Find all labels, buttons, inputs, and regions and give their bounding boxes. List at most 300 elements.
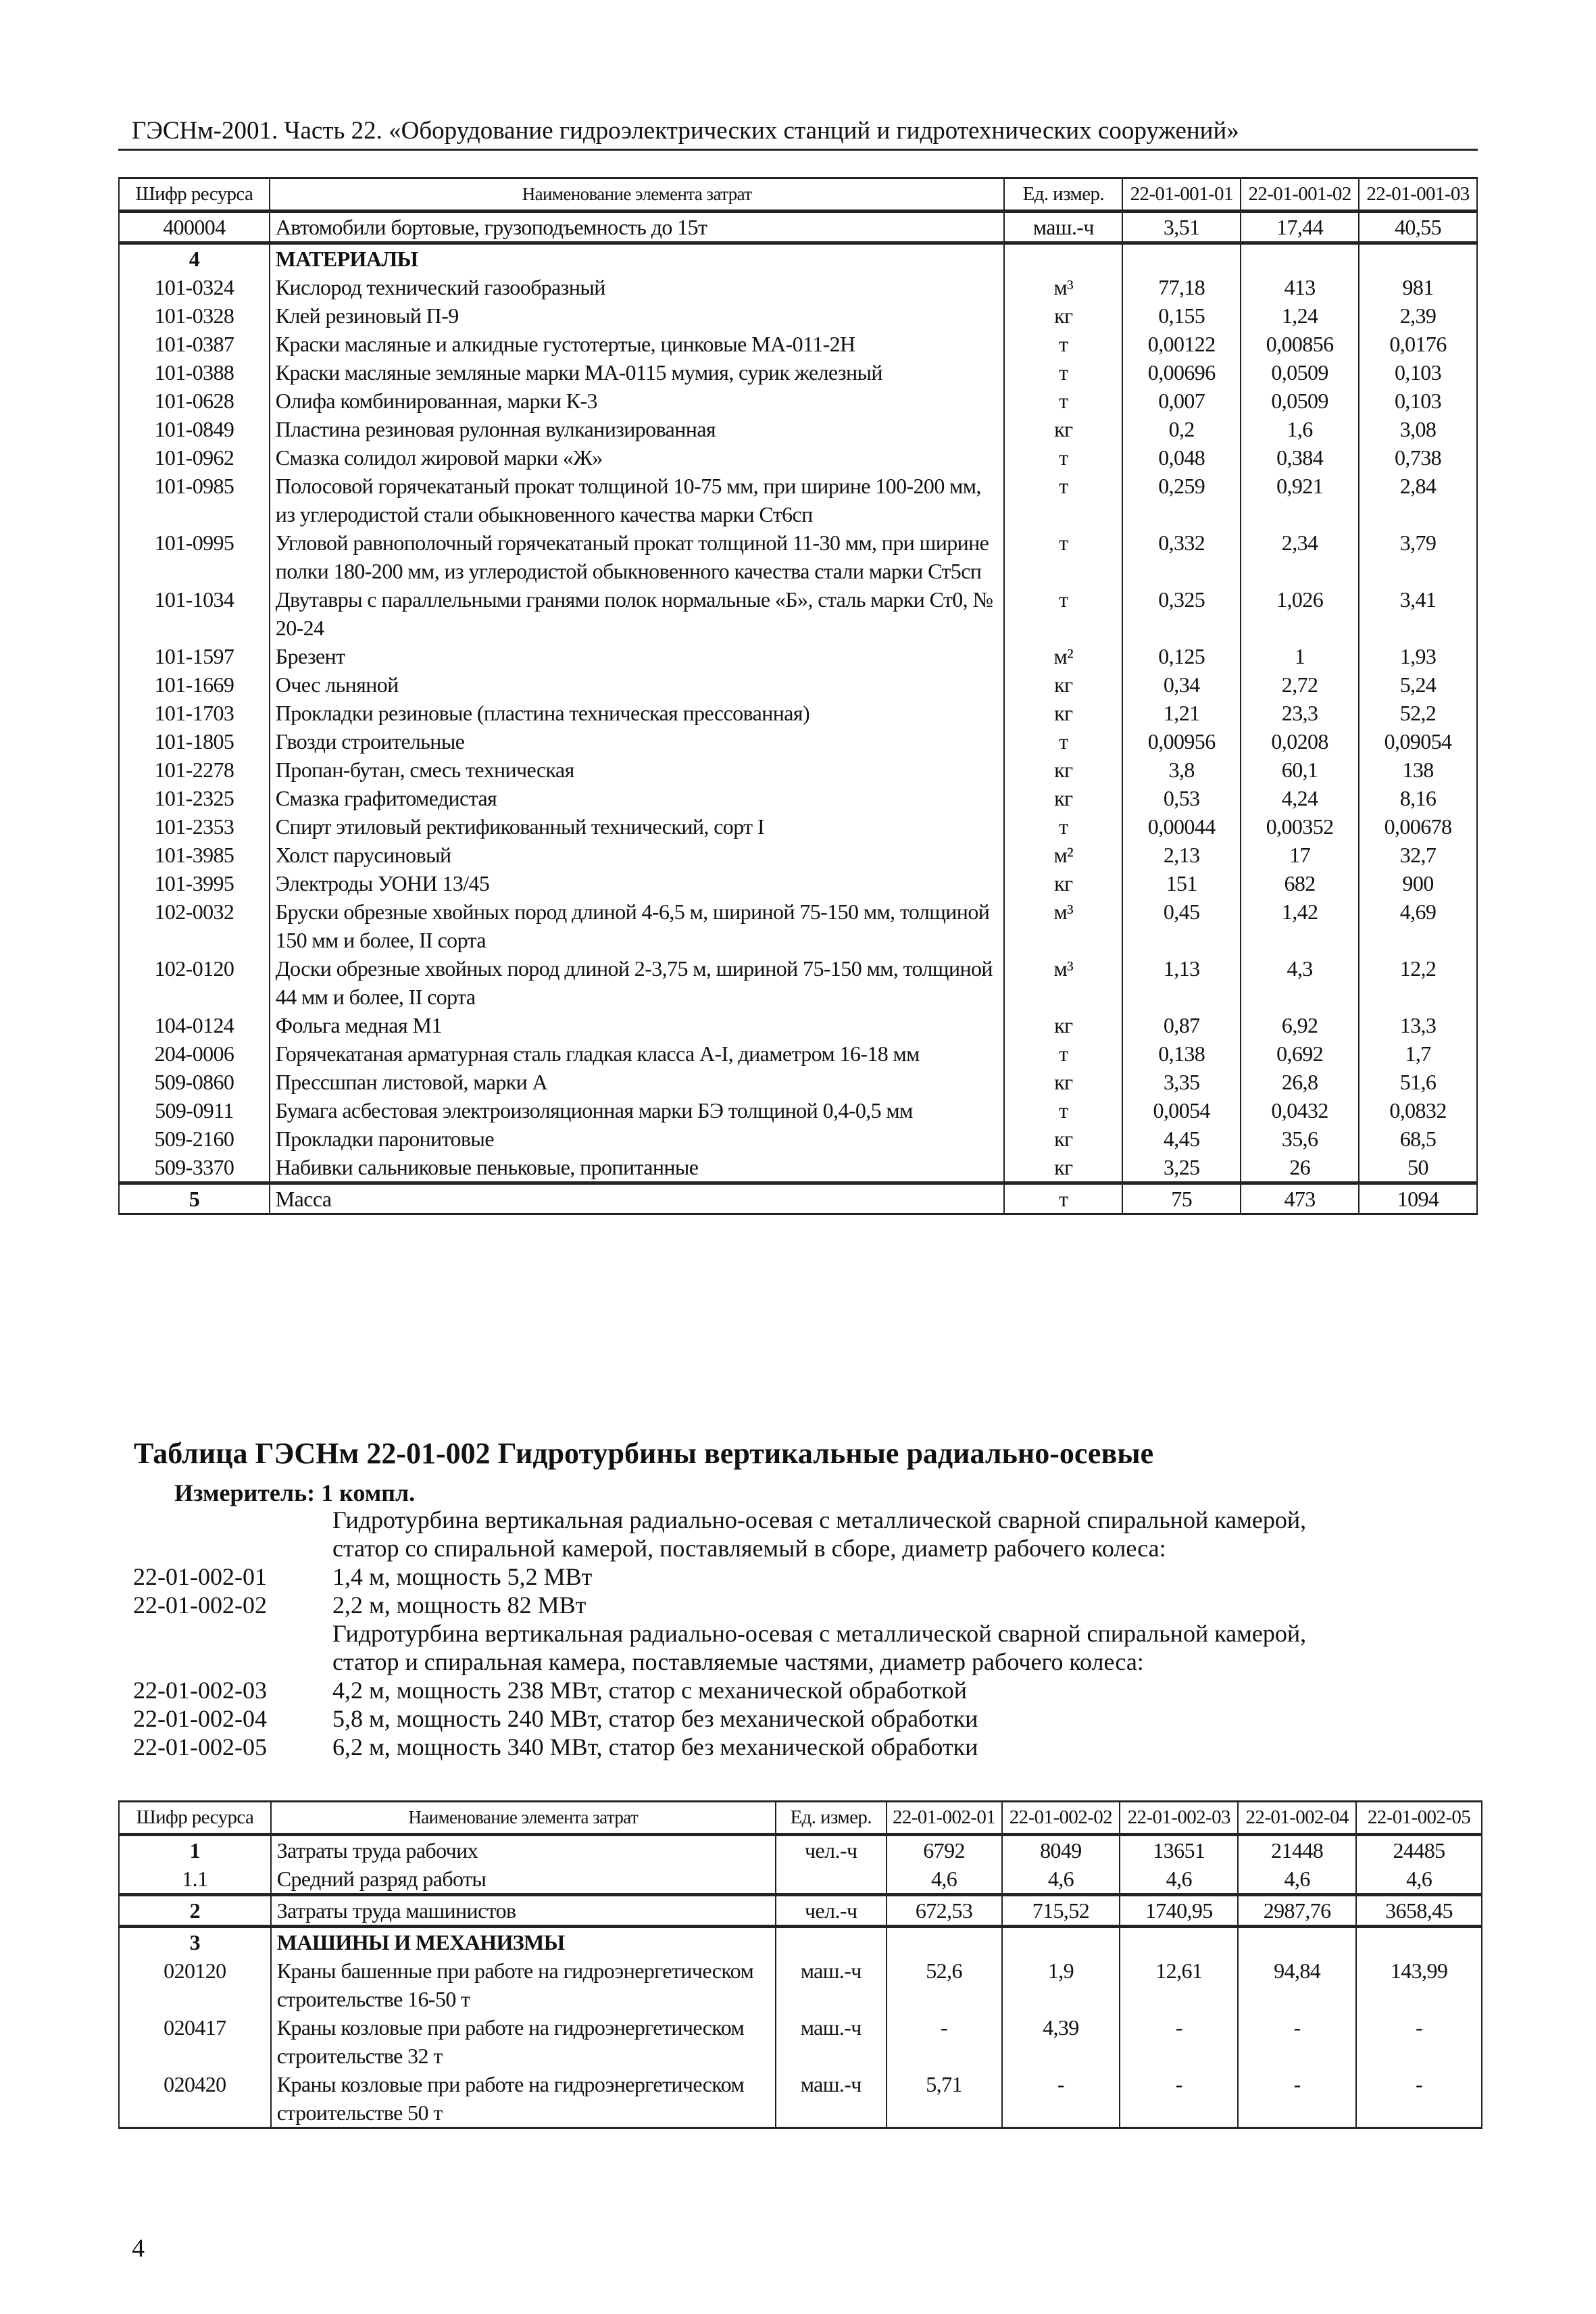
norm-value: 52,6: [887, 1956, 1002, 2013]
table-row: [119, 330, 1477, 358]
norm-value: 0,00696: [1122, 358, 1241, 387]
norm-value: 1,21: [1122, 699, 1241, 727]
table-row: [119, 841, 1477, 869]
unit: кг: [1004, 415, 1122, 443]
table-row: [119, 756, 1477, 784]
norm-text: статор и спиральная камера, поставляемые частями, диаметр рабочего колеса:: [332, 1648, 1144, 1675]
unit: [776, 1865, 887, 1895]
resource-code: 101-1669: [119, 670, 270, 699]
norm-value: 3,25: [1122, 1153, 1241, 1183]
norm-value: -: [1002, 2070, 1120, 2128]
description-line: [133, 1562, 1306, 1591]
norm-value: 4,39: [1002, 2013, 1120, 2070]
cost-element-name: Бруски обрезные хвойных пород длиной 4-6,5 м, шириной 75-150 мм, толщиной 150 мм и более, II сорта: [270, 897, 1005, 954]
norm-value: 3,08: [1359, 415, 1477, 443]
cost-element-name: МАШИНЫ И МЕХАНИЗМЫ: [271, 1927, 776, 1957]
norm-value: [1356, 1927, 1482, 1957]
resource-code: 101-0995: [119, 528, 270, 585]
norm-code: 22-01-002-01: [133, 1563, 267, 1590]
norm-value: 0,0509: [1241, 387, 1359, 415]
resource-code: 101-2325: [119, 784, 270, 812]
norm-value: 6792: [887, 1835, 1002, 1865]
cost-element-name: Краны козловые при работе на гидроэнергетическом строительстве 50 т: [271, 2070, 776, 2128]
table-row: [119, 670, 1477, 699]
norm-value: [887, 1927, 1002, 1957]
resource-code: 102-0032: [119, 897, 270, 954]
cost-element-name: Пропан-бутан, смесь техническая: [270, 756, 1005, 784]
norm-value: 35,6: [1241, 1125, 1359, 1153]
norm-value: 1,7: [1359, 1039, 1477, 1068]
norm-value: 0,692: [1241, 1039, 1359, 1068]
table-row: [119, 1835, 1482, 1865]
table-row: [119, 2070, 1482, 2128]
table-row: [119, 301, 1477, 330]
unit: т: [1004, 812, 1122, 841]
norm-text: 5,8 м, мощность 240 МВт, статор без механической обработки: [332, 1705, 978, 1732]
norm-value: 40,55: [1359, 212, 1477, 243]
cost-element-name: Доски обрезные хвойных пород длиной 2-3,75 м, шириной 75-150 мм, толщиной 44 мм и более, II сорта: [270, 954, 1005, 1011]
norm-value: 2,39: [1359, 301, 1477, 330]
norm-value: 3,41: [1359, 585, 1477, 642]
table-row: [119, 1956, 1482, 2013]
norm-text: статор со спиральной камерой, поставляемый в сборе, диаметр рабочего колеса:: [332, 1535, 1166, 1562]
norm-value: 50: [1359, 1153, 1477, 1183]
norm-value: 4,6: [1238, 1865, 1356, 1895]
norm-value: 682: [1241, 869, 1359, 897]
norm-value: [1359, 243, 1477, 274]
norm-value: 0,2: [1122, 415, 1241, 443]
norm-value: 13,3: [1359, 1011, 1477, 1039]
cost-element-name: Затраты труда машинистов: [271, 1895, 776, 1927]
cost-element-name: Прокладки паронитовые: [270, 1125, 1005, 1153]
column-header: Ед. измер.: [776, 1802, 887, 1835]
table-row: [119, 1183, 1477, 1214]
resource-code: 101-0387: [119, 330, 270, 358]
cost-element-name: Полосовой горячекатаный прокат толщиной 10-75 мм, при ширине 100-200 мм, из углеродистой стали обыкновенного качества марки Ст6сп: [270, 472, 1005, 528]
norm-value: -: [1356, 2013, 1482, 2070]
norm-value: -: [1238, 2070, 1356, 2128]
resource-code: 400004: [119, 212, 270, 243]
norm-value: 0,45: [1122, 897, 1241, 954]
column-header: 22-01-002-01: [887, 1802, 1002, 1835]
table-row: [119, 784, 1477, 812]
resource-code: 020417: [119, 2013, 271, 2070]
resource-code: 509-3370: [119, 1153, 270, 1183]
description-line: [133, 1619, 1306, 1648]
resource-code: 101-2278: [119, 756, 270, 784]
norm-value: 3,51: [1122, 212, 1241, 243]
resource-code: 101-2353: [119, 812, 270, 841]
column-header: Наименование элемента затрат: [270, 178, 1005, 212]
column-header: 22-01-002-02: [1002, 1802, 1120, 1835]
norm-value: 32,7: [1359, 841, 1477, 869]
unit: м²: [1004, 841, 1122, 869]
norm-text: Гидротурбина вертикальная радиально-осевая с металлической сварной спиральной камерой,: [332, 1620, 1307, 1647]
norm-value: 26: [1241, 1153, 1359, 1183]
cost-element-name: Холст парусиновый: [270, 841, 1005, 869]
measure-unit: Измеритель: 1 компл.: [174, 1479, 416, 1506]
resource-code: 3: [119, 1927, 271, 1957]
unit: т: [1004, 727, 1122, 756]
description-line: [133, 1704, 1306, 1733]
norm-value: 0,138: [1122, 1039, 1241, 1068]
table-row: [119, 212, 1477, 243]
page-number: 4: [132, 2234, 145, 2263]
norm-code: [133, 1506, 332, 1534]
resource-code: 509-0860: [119, 1068, 270, 1096]
cost-element-name: Электроды УОНИ 13/45: [270, 869, 1005, 897]
cost-element-name: Набивки сальниковые пеньковые, пропитанные: [270, 1153, 1005, 1183]
table-description: [133, 1506, 1306, 1761]
unit: чел.-ч: [776, 1835, 887, 1865]
norm-value: 138: [1359, 756, 1477, 784]
norm-value: -: [1238, 2013, 1356, 2070]
table-row: [119, 358, 1477, 387]
norm-value: -: [1356, 2070, 1482, 2128]
norm-value: 0,103: [1359, 358, 1477, 387]
resource-code: 101-3995: [119, 869, 270, 897]
norm-value: 4,45: [1122, 1125, 1241, 1153]
table-row: [119, 1096, 1477, 1125]
unit: кг: [1004, 1153, 1122, 1183]
column-header: 22-01-001-01: [1122, 178, 1241, 212]
column-header: Ед. измер.: [1004, 178, 1122, 212]
table-row: [119, 2013, 1482, 2070]
norm-text: 4,2 м, мощность 238 МВт, статор с механической обработкой: [332, 1677, 968, 1704]
cost-element-name: Затраты труда рабочих: [271, 1835, 776, 1865]
norm-value: 0,007: [1122, 387, 1241, 415]
cost-element-name: Смазка солидол жировой марки «Ж»: [270, 443, 1005, 472]
norm-text: 2,2 м, мощность 82 МВт: [332, 1592, 587, 1619]
norm-value: 5,71: [887, 2070, 1002, 2128]
norm-value: 77,18: [1122, 273, 1241, 301]
norm-code: 22-01-002-04: [133, 1705, 267, 1732]
cost-element-name: Бумага асбестовая электроизоляционная марки БЭ толщиной 0,4-0,5 мм: [270, 1096, 1005, 1125]
norm-value: 21448: [1238, 1835, 1356, 1865]
table-row: [119, 1865, 1482, 1895]
table-row: [119, 1153, 1477, 1183]
resource-code: 020120: [119, 1956, 271, 2013]
norm-value: [1120, 1927, 1238, 1957]
cost-element-name: Прессшпан листовой, марки А: [270, 1068, 1005, 1096]
cost-element-name: Пластина резиновая рулонная вулканизированная: [270, 415, 1005, 443]
cost-element-name: Фольга медная М1: [270, 1011, 1005, 1039]
norm-value: 0,0509: [1241, 358, 1359, 387]
norm-value: 51,6: [1359, 1068, 1477, 1096]
norm-code: [133, 1534, 332, 1562]
cost-element-name: Кислород технический газообразный: [270, 273, 1005, 301]
norm-value: -: [1120, 2013, 1238, 2070]
column-header: 22-01-001-03: [1359, 178, 1477, 212]
norm-value: 981: [1359, 273, 1477, 301]
resource-code: 101-0849: [119, 415, 270, 443]
unit: кг: [1004, 670, 1122, 699]
table-row: [119, 1039, 1477, 1068]
header-divider: [118, 149, 1478, 151]
norm-value: 1,42: [1241, 897, 1359, 954]
column-header: Шифр ресурса: [119, 1802, 271, 1835]
cost-element-name: Горячекатаная арматурная сталь гладкая класса А-I, диаметром 16-18 мм: [270, 1039, 1005, 1068]
norm-value: 75: [1122, 1183, 1241, 1214]
norm-value: 900: [1359, 869, 1477, 897]
norm-value: 4,24: [1241, 784, 1359, 812]
resource-code: 101-0324: [119, 273, 270, 301]
norm-value: 3,35: [1122, 1068, 1241, 1096]
norm-value: 143,99: [1356, 1956, 1482, 2013]
cost-element-name: Двутавры с параллельными гранями полок нормальные «Б», сталь марки Ст0, № 20-24: [270, 585, 1005, 642]
norm-value: 60,1: [1241, 756, 1359, 784]
norm-value: 1,9: [1002, 1956, 1120, 2013]
unit: кг: [1004, 699, 1122, 727]
norm-value: 2,84: [1359, 472, 1477, 528]
norm-value: 1094: [1359, 1183, 1477, 1214]
unit: [1004, 243, 1122, 274]
norm-value: -: [1120, 2070, 1238, 2128]
resource-code: 101-0388: [119, 358, 270, 387]
description-line: [133, 1676, 1306, 1704]
column-header: 22-01-002-04: [1238, 1802, 1356, 1835]
norm-value: 6,92: [1241, 1011, 1359, 1039]
norm-value: 13651: [1120, 1835, 1238, 1865]
norm-value: 3658,45: [1356, 1895, 1482, 1927]
norm-code: 22-01-002-03: [133, 1677, 267, 1704]
unit: т: [1004, 1183, 1122, 1214]
norm-text: Гидротурбина вертикальная радиально-осевая с металлической сварной спиральной камерой,: [332, 1506, 1307, 1533]
norm-code: 22-01-002-05: [133, 1733, 267, 1761]
resource-code: 5: [119, 1183, 270, 1214]
norm-text: 1,4 м, мощность 5,2 МВт: [332, 1563, 593, 1590]
resource-code: 4: [119, 243, 270, 274]
cost-element-name: Брезент: [270, 642, 1005, 670]
unit: м²: [1004, 642, 1122, 670]
cost-element-name: Олифа комбинированная, марки К-3: [270, 387, 1005, 415]
norm-value: -: [887, 2013, 1002, 2070]
resource-code: 101-1034: [119, 585, 270, 642]
norm-value: 0,738: [1359, 443, 1477, 472]
norm-value: 8,16: [1359, 784, 1477, 812]
cost-element-name: Автомобили бортовые, грузоподъемность до 15т: [270, 212, 1005, 243]
norm-value: 0,332: [1122, 528, 1241, 585]
norm-value: 1,6: [1241, 415, 1359, 443]
table-22-01-002: [118, 1800, 1482, 2129]
column-header: Шифр ресурса: [119, 178, 270, 212]
norm-value: 68,5: [1359, 1125, 1477, 1153]
table-row: [119, 1068, 1477, 1096]
norm-value: 4,6: [1002, 1865, 1120, 1895]
resource-code: 509-2160: [119, 1125, 270, 1153]
unit: т: [1004, 585, 1122, 642]
norm-value: 0,0832: [1359, 1096, 1477, 1125]
resource-code: 101-0985: [119, 472, 270, 528]
norm-value: 413: [1241, 273, 1359, 301]
table-row: [119, 642, 1477, 670]
norm-value: 1,24: [1241, 301, 1359, 330]
norm-value: 2,72: [1241, 670, 1359, 699]
resource-code: 101-1597: [119, 642, 270, 670]
description-line: [133, 1591, 1306, 1619]
norm-value: 4,3: [1241, 954, 1359, 1011]
resource-code: 020420: [119, 2070, 271, 2128]
norm-value: 52,2: [1359, 699, 1477, 727]
norm-value: 12,2: [1359, 954, 1477, 1011]
norm-value: 0,87: [1122, 1011, 1241, 1039]
unit: кг: [1004, 869, 1122, 897]
norm-value: 0,048: [1122, 443, 1241, 472]
norm-code: [133, 1648, 332, 1676]
norm-value: 0,384: [1241, 443, 1359, 472]
table-row: [119, 1011, 1477, 1039]
table-row: [119, 528, 1477, 585]
cost-element-name: Гвозди строительные: [270, 727, 1005, 756]
table-row: [119, 273, 1477, 301]
norm-value: 3,79: [1359, 528, 1477, 585]
table-22-01-001: [118, 177, 1478, 1215]
norm-code: [133, 1619, 332, 1648]
norm-value: 17,44: [1241, 212, 1359, 243]
table-row: [119, 443, 1477, 472]
resource-code: 101-0962: [119, 443, 270, 472]
norm-value: 4,6: [1356, 1865, 1482, 1895]
norm-value: 4,6: [887, 1865, 1002, 1895]
norm-value: 0,00956: [1122, 727, 1241, 756]
table-row: [119, 812, 1477, 841]
unit: кг: [1004, 1068, 1122, 1096]
unit: кг: [1004, 1011, 1122, 1039]
norm-code: 22-01-002-02: [133, 1592, 267, 1619]
cost-element-name: Средний разряд работы: [271, 1865, 776, 1895]
norm-value: 0,53: [1122, 784, 1241, 812]
norm-value: 0,00352: [1241, 812, 1359, 841]
resource-code: 101-0328: [119, 301, 270, 330]
resource-code: 102-0120: [119, 954, 270, 1011]
cost-element-name: Очес льняной: [270, 670, 1005, 699]
norm-value: [1241, 243, 1359, 274]
cost-element-name: Краски масляные и алкидные густотертые, цинковые МА-011-2Н: [270, 330, 1005, 358]
table-row: [119, 727, 1477, 756]
resource-code: 104-0124: [119, 1011, 270, 1039]
unit: т: [1004, 1096, 1122, 1125]
description-line: [133, 1534, 1306, 1562]
table-row: [119, 415, 1477, 443]
cost-element-name: Смазка графитомедистая: [270, 784, 1005, 812]
norm-value: 1,026: [1241, 585, 1359, 642]
resource-code: 509-0911: [119, 1096, 270, 1125]
norm-value: 17: [1241, 841, 1359, 869]
unit: кг: [1004, 301, 1122, 330]
norm-value: 0,325: [1122, 585, 1241, 642]
cost-element-name: Масса: [270, 1183, 1005, 1214]
norm-value: 0,0432: [1241, 1096, 1359, 1125]
unit: т: [1004, 330, 1122, 358]
unit: м³: [1004, 897, 1122, 954]
unit: кг: [1004, 1125, 1122, 1153]
norm-value: 26,8: [1241, 1068, 1359, 1096]
norm-value: 0,0054: [1122, 1096, 1241, 1125]
description-line: [133, 1648, 1306, 1676]
description-line: [133, 1733, 1306, 1761]
unit: маш.-ч: [776, 2070, 887, 2128]
column-header: 22-01-002-05: [1356, 1802, 1482, 1835]
norm-value: 473: [1241, 1183, 1359, 1214]
resource-code: 2: [119, 1895, 271, 1927]
description-line: [133, 1506, 1306, 1534]
cost-element-name: Краны башенные при работе на гидроэнергетическом строительстве 16-50 т: [271, 1956, 776, 2013]
norm-value: [1238, 1927, 1356, 1957]
unit: т: [1004, 1039, 1122, 1068]
norm-value: 0,00044: [1122, 812, 1241, 841]
unit: м³: [1004, 273, 1122, 301]
running-header: ГЭСНм-2001. Часть 22. «Оборудование гидроэлектрических станций и гидротехнических сооружений»: [132, 117, 1239, 145]
table-row: [119, 1895, 1482, 1927]
norm-value: 0,155: [1122, 301, 1241, 330]
table-title: Таблица ГЭСНм 22-01-002 Гидротурбины вертикальные радиально-осевые: [134, 1437, 1154, 1470]
unit: чел.-ч: [776, 1895, 887, 1927]
cost-element-name: Прокладки резиновые (пластина техническая прессованная): [270, 699, 1005, 727]
norm-value: 1: [1241, 642, 1359, 670]
cost-element-name: Клей резиновый П-9: [270, 301, 1005, 330]
column-header: 22-01-001-02: [1241, 178, 1359, 212]
norm-value: 8049: [1002, 1835, 1120, 1865]
norm-value: 0,00122: [1122, 330, 1241, 358]
norm-value: 2987,76: [1238, 1895, 1356, 1927]
norm-value: 0,259: [1122, 472, 1241, 528]
unit: кг: [1004, 784, 1122, 812]
resource-code: 101-3985: [119, 841, 270, 869]
table-row: [119, 897, 1477, 954]
norm-value: 3,8: [1122, 756, 1241, 784]
norm-value: 0,0176: [1359, 330, 1477, 358]
table-row: [119, 869, 1477, 897]
column-header: 22-01-002-03: [1120, 1802, 1238, 1835]
norm-value: 0,103: [1359, 387, 1477, 415]
norm-value: 0,00678: [1359, 812, 1477, 841]
norm-value: 0,125: [1122, 642, 1241, 670]
table-row: [119, 699, 1477, 727]
unit: т: [1004, 443, 1122, 472]
norm-value: 715,52: [1002, 1895, 1120, 1927]
resource-code: 1: [119, 1835, 271, 1865]
norm-value: 151: [1122, 869, 1241, 897]
norm-value: 2,34: [1241, 528, 1359, 585]
norm-value: 2,13: [1122, 841, 1241, 869]
norm-text: 6,2 м, мощность 340 МВт, статор без механической обработки: [332, 1733, 978, 1761]
norm-value: 94,84: [1238, 1956, 1356, 2013]
norm-value: [1002, 1927, 1120, 1957]
table-row: [119, 954, 1477, 1011]
resource-code: 101-1805: [119, 727, 270, 756]
unit: маш.-ч: [1004, 212, 1122, 243]
norm-value: 1740,95: [1120, 1895, 1238, 1927]
unit: т: [1004, 472, 1122, 528]
norm-value: 23,3: [1241, 699, 1359, 727]
table-row: [119, 243, 1477, 274]
unit: т: [1004, 528, 1122, 585]
table-row: [119, 472, 1477, 528]
table-row: [119, 1125, 1477, 1153]
cost-element-name: Краны козловые при работе на гидроэнергетическом строительстве 32 т: [271, 2013, 776, 2070]
norm-value: 1,93: [1359, 642, 1477, 670]
norm-value: 0,09054: [1359, 727, 1477, 756]
unit: [776, 1927, 887, 1957]
resource-code: 101-1703: [119, 699, 270, 727]
norm-value: 5,24: [1359, 670, 1477, 699]
norm-value: 12,61: [1120, 1956, 1238, 2013]
resource-code: 1.1: [119, 1865, 271, 1895]
table-row: [119, 1927, 1482, 1957]
norm-value: 0,0208: [1241, 727, 1359, 756]
norm-value: [1122, 243, 1241, 274]
unit: маш.-ч: [776, 1956, 887, 2013]
